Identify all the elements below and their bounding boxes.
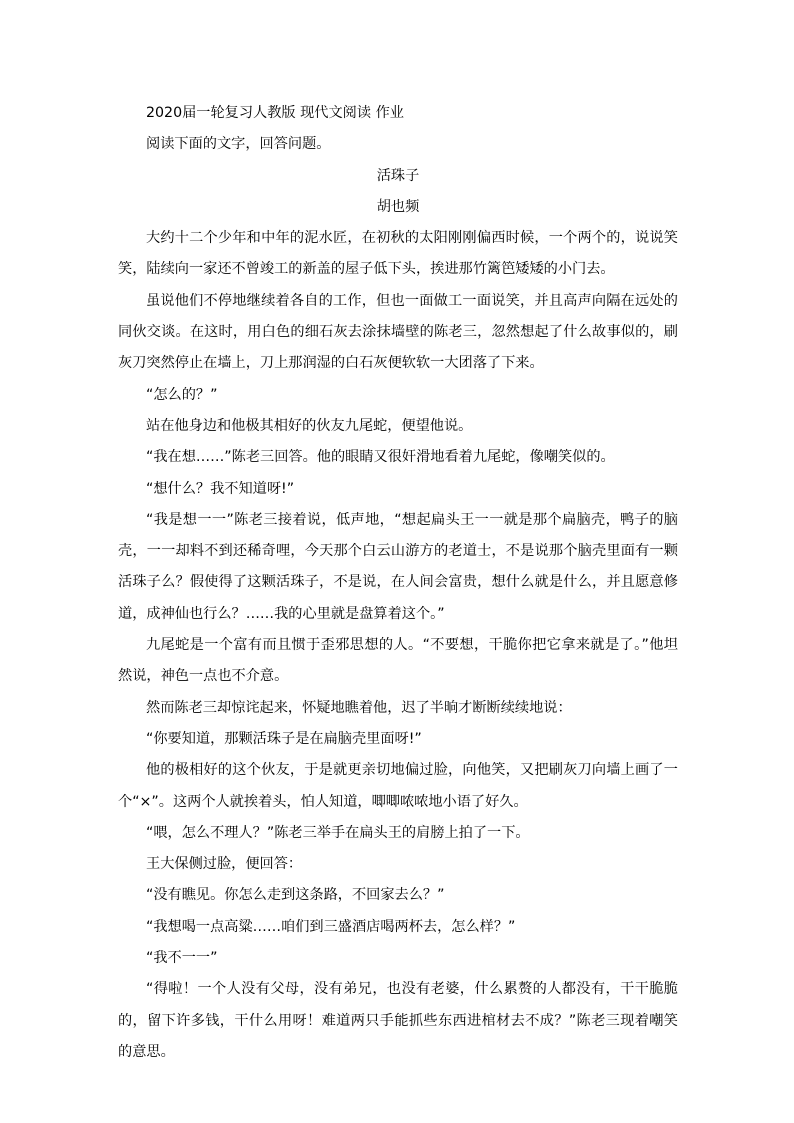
article-title: 活珠子	[376, 167, 420, 184]
paragraph: 然而陈老三却惊诧起来，怀疑地瞧着他，迟了半晌才断断续续地说：	[146, 699, 572, 716]
paragraph: 九尾蛇是一个富有而且惯于歪邪思想的人。“不要想，干脆你把它拿来就是了。”他坦然说，神色一点也不介意。	[118, 637, 678, 685]
paragraph: 站在他身边和他极其相好的伙友九尾蛇，便望他说。	[146, 417, 473, 434]
paragraph: “我是想一一”陈老三接着说，低声地，“想起扁头王一一就是那个扁脑壳，鸭子的脑壳，一一却料不到还稀奇哩，今天那个白云山游方的老道士，不是说那个脑壳里面有一颗活珠子么？假使得了这颗活珠子，不是说，在人间会富贵，想什么就是什么，并且愿意修道，成神仙也行么？……我的心里就是盘算着这个。”	[118, 511, 678, 622]
document-body	[118, 98, 678, 1068]
article-author: 胡也频	[376, 198, 420, 215]
paragraph: “你要知道，那颗活珠子是在扁脑壳里面呀!”	[146, 730, 422, 747]
paragraph: “喂，怎么不理人？”陈老三举手在扁头王的肩膀上拍了一下。	[146, 824, 530, 841]
paragraph: “我在想……”陈老三回答。他的眼睛又很奸滑地看着九尾蛇，像嘲笑似的。	[146, 449, 615, 466]
paragraph: “想什么？我不知道呀!”	[146, 480, 295, 497]
document-header: 2020届一轮复习人教版 现代文阅读 作业	[146, 105, 404, 121]
paragraph: 虽说他们不停地继续着各自的工作，但也一面做工一面说笑，并且高声向隔在远处的同伙交谈。在这时，用白色的细石灰去涂抹墙壁的陈老三，忽然想起了什么故事似的，刷灰刀突然停止在墙上，刀上那润湿的白石灰便软软一大团落了下来。	[118, 292, 678, 372]
paragraph: “我不一一”	[146, 950, 218, 967]
paragraph: 他的极相好的这个伙友，于是就更亲切地偏过脸，向他笑，又把刷灰刀向墙上画了一个“×”。这两个人就挨着头，怕人知道，唧唧哝哝地小语了好久。	[118, 762, 678, 810]
paragraph: “得啦！一个人没有父母，没有弟兄，也没有老婆，什么累赘的人都没有，干干脆脆的，留下许多钱，干什么用呀！难道两只手能抓些东西进棺材去不成？”陈老三现着嘲笑的意思。	[118, 981, 678, 1060]
paragraph: 大约十二个少年和中年的泥水匠，在初秋的太阳刚刚偏西时候，一个两个的，说说笑笑，陆续向一家还不曾竣工的新盖的屋子低下头，挨进那竹篱笆矮矮的小门去。	[118, 230, 678, 278]
paragraph: “没有瞧见。你怎么走到这条路，不回家去么？”	[146, 887, 445, 904]
reading-instruction: 阅读下面的文字，回答问题。	[146, 136, 331, 153]
paragraph: “我想喝一点高粱……咱们到三盛酒店喝两杯去，怎么样？”	[146, 918, 516, 935]
paragraph: “怎么的？”	[146, 386, 218, 403]
paragraph: 王大保侧过脸，便回答：	[146, 856, 303, 873]
